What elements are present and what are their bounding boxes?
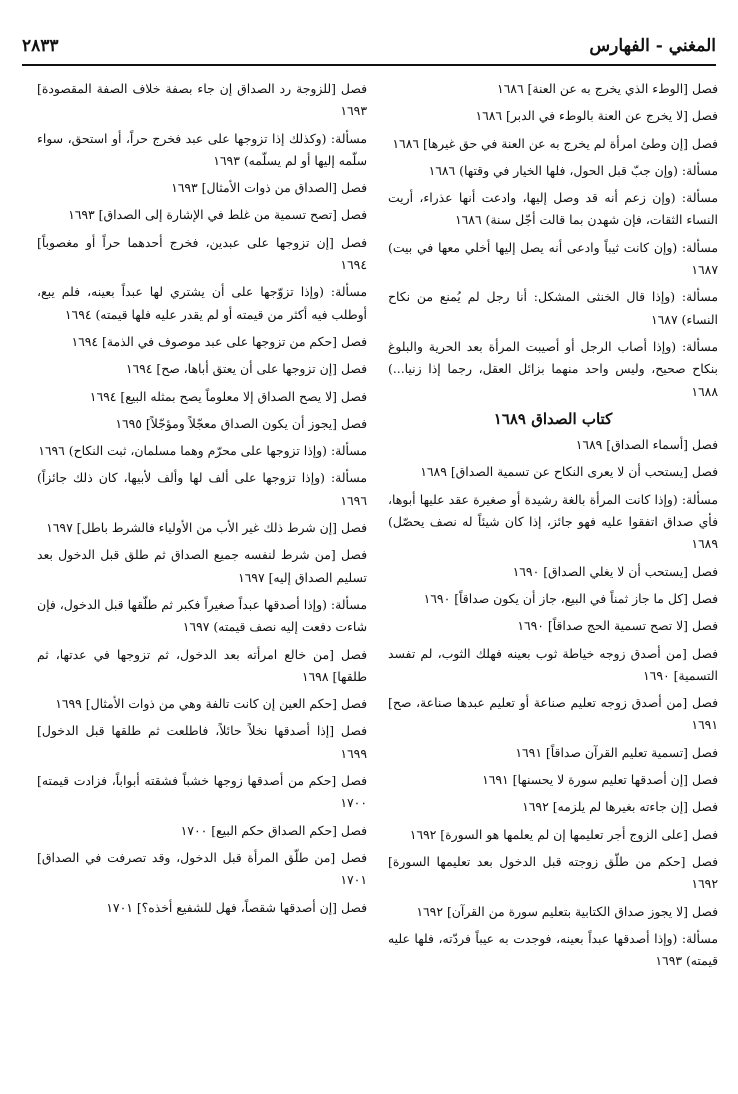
index-entry: فصل [للزوجة رد الصداق إن جاء بصفة خلاف الصفة المقصودة] ١٦٩٣ [37, 81, 367, 119]
index-entry: فصل [لا تصح تسمية الحج صداقاً] ١٦٩٠ [517, 618, 718, 634]
index-entry: فصل [الوطء الذي يخرج به عن العنة] ١٦٨٦ [496, 81, 718, 96]
index-entry: مسألة: (وإذا أصاب الرجل أو أصيبت المرأة بعد الحرية والبلوغ بنكاح صحيح، وليس واحد منهما بزائل العقل، رجما إذا زنيا...) ١٦٨٨ [388, 338, 718, 399]
page-header [22, 33, 716, 59]
left-column-entries [37, 78, 367, 919]
index-entry: فصل [أسماء الصداق] ١٦٨٩ [575, 437, 718, 453]
page-number: ٢٨٣٣ [22, 36, 59, 56]
index-entry: فصل [إن وطئ امرأة لم يخرج به عن العنة في حق غيرها] ١٦٨٦ [392, 135, 718, 151]
chapter-heading: كتاب الصداق ١٦٨٩ [493, 409, 613, 428]
index-entry: مسألة: (وإن جبّ قبل الحول، فلها الخيار في وقتها) ١٦٨٦ [428, 162, 718, 178]
index-entry: فصل [إن تزوجها على أن يعتق أباها، صح] ١٦٩٤ [125, 361, 367, 377]
index-entry: فصل [يستحب أن لا يعرى النكاح عن تسمية الصداق] ١٦٨٩ [420, 464, 718, 480]
right-column-entries-bottom [388, 434, 718, 972]
index-entry: فصل [يجوز أن يكون الصداق معجّلاً ومؤجّلاً] ١٦٩٥ [115, 415, 367, 431]
index-entry: فصل [حكم الصداق حكم البيع] ١٧٠٠ [180, 822, 367, 838]
index-entry: مسألة: (وإذا أصدقها عبداً بعينه، فوجدت به عيباً فردّته، فلها عليه قيمته) ١٦٩٣ [388, 930, 718, 969]
header-rule [22, 64, 716, 66]
index-entry: مسألة: (وإن كانت ثيباً وادعى أنه يصل إليها أخلي معها في بيت) ١٦٨٧ [388, 239, 718, 278]
index-entry: فصل [إن جاءته بغيرها لم يلزمه] ١٦٩٢ [522, 799, 718, 815]
index-entry: مسألة: (وإذا تزوجها على محرّم وهما مسلمان، ثبت النكاح) ١٦٩٦ [38, 443, 367, 459]
index-entry: فصل [من شرط لنفسه جميع الصداق ثم طلق قبل الدخول بعد تسليم الصداق إليه] ١٦٩٧ [37, 547, 367, 585]
index-entry: فصل [حكم من طلّق زوجته قبل الدخول بعد تعليمها السورة] ١٦٩٢ [388, 853, 718, 892]
index-entry: فصل [على الزوج أجر تعليمها إن لم يعلمها هو السورة] ١٦٩٢ [409, 826, 718, 842]
index-entry: فصل [من طلّق المرأة قبل الدخول، وقد تصرفت في الصداق] ١٧٠١ [37, 849, 367, 888]
left-column [37, 78, 367, 924]
index-entry: فصل [من أصدق زوجه تعليم صناعة أو تعليم عبدها صناعة، صح] ١٦٩١ [388, 695, 718, 733]
index-entry: مسألة: (وإذا قال الخنثى المشكل: أنا رجل لم يُمنع من نكاح النساء) ١٦٨٧ [388, 289, 718, 327]
index-entry: مسألة: (وكذلك إذا تزوجها على عبد فخرج حراً، أو استحق، سواء سلّمه إليها أو لم يسلّمه) ١٦٩٣ [37, 130, 367, 168]
index-entry: فصل [لا يجوز صداق الكتابية بتعليم سورة من القرآن] ١٦٩٢ [416, 903, 718, 919]
index-entry: فصل [إن أصدقها شقصاً، فهل للشفيع أخذه؟] ١٧٠١ [106, 899, 367, 915]
index-entry: فصل [إن أصدقها تعليم سورة لا يحسنها] ١٦٩١ [482, 772, 718, 788]
index-entry: فصل [كل ما جاز ثمناً في البيع، جاز أن يكون صداقاً] ١٦٩٠ [423, 590, 718, 606]
index-entry: مسألة: (وإن زعم أنه قد وصل إليها، وادعت أنها عذراء، أريت النساء الثقات، فإن شهدن بما قالت أجّل سنة) ١٦٨٦ [388, 190, 718, 228]
index-entry: فصل [يستحب أن لا يغلي الصداق] ١٦٩٠ [512, 563, 718, 579]
index-entry: فصل [إن تزوجها على عبدين، فخرج أحدهما حراً أو مغصوباً] ١٦٩٤ [37, 234, 367, 273]
index-entry: فصل [حكم من أصدقها زوجها خشباً فشقته أبواباً، فزادت قيمته] ١٧٠٠ [37, 773, 367, 811]
index-entry: فصل [تسمية تعليم القرآن صداقاً] ١٦٩١ [515, 744, 718, 760]
index-entry: مسألة: (وإذا كانت المرأة بالغة رشيدة أو صغيرة عقد عليها أبوها، فأي صداق اتفقوا عليه فهو جائز، إذا كان شيئاً له نصف يحصّل) ١٦٨٩ [388, 491, 718, 552]
index-entry: فصل [من أصدق زوجه خياطة ثوب بعينه فهلك الثوب، لم تفسد التسمية] ١٦٩٠ [388, 645, 718, 683]
index-entry: فصل [لا يصح الصداق إلا معلوماً يصح بمثله البيع] ١٦٩٤ [89, 388, 367, 404]
index-entry: فصل [إذا أصدقها نخلاً حائلاً، فاطلعت ثم طلقها قبل الدخول] ١٦٩٩ [37, 723, 367, 761]
index-entry: فصل [تصح تسمية من غلط في الإشارة إلى الصداق] ١٦٩٣ [68, 207, 367, 223]
right-column [388, 78, 718, 977]
index-entry: فصل [من خالع امرأته بعد الدخول، ثم تزوجها في عدتها، ثم طلقها] ١٦٩٨ [37, 646, 367, 684]
index-entry: فصل [إن شرط ذلك غير الأب من الأولياء فالشرط باطل] ١٦٩٧ [46, 520, 367, 536]
index-entry: مسألة: (وإذا تزوّجها على أن يشتري لها عبداً بعينه، فلم يبع، أوطلب فيه أكثر من قيمته أو لم يقدر عليه فلها قيمته) ١٦٩٤ [37, 284, 367, 322]
index-entry: فصل [حكم العين إن كانت تالفة وهي من ذوات الأمثال] ١٦٩٩ [55, 696, 367, 712]
index-entry: فصل [الصداق من ذوات الأمثال] ١٦٩٣ [171, 180, 367, 196]
running-title: المغني - الفهارس [589, 36, 716, 56]
index-entry: مسألة: (وإذا تزوجها على ألف لها وألف لأبيها، كان ذلك جائزاً) ١٦٩٦ [37, 470, 367, 508]
index-entry: مسألة: (وإذا أصدقها عبداً صغيراً فكبر ثم طلّقها قبل الدخول، فإن شاءت دفعت إليه نصف قيمته) ١٦٩٧ [37, 596, 367, 635]
index-entry: فصل [حكم من تزوجها على عبد موصوف في الذمة] ١٦٩٤ [71, 333, 367, 349]
right-column-entries-top [388, 78, 718, 403]
index-entry: فصل [لا يخرج عن العنة بالوطء في الدبر] ١٦٨٦ [475, 108, 718, 124]
